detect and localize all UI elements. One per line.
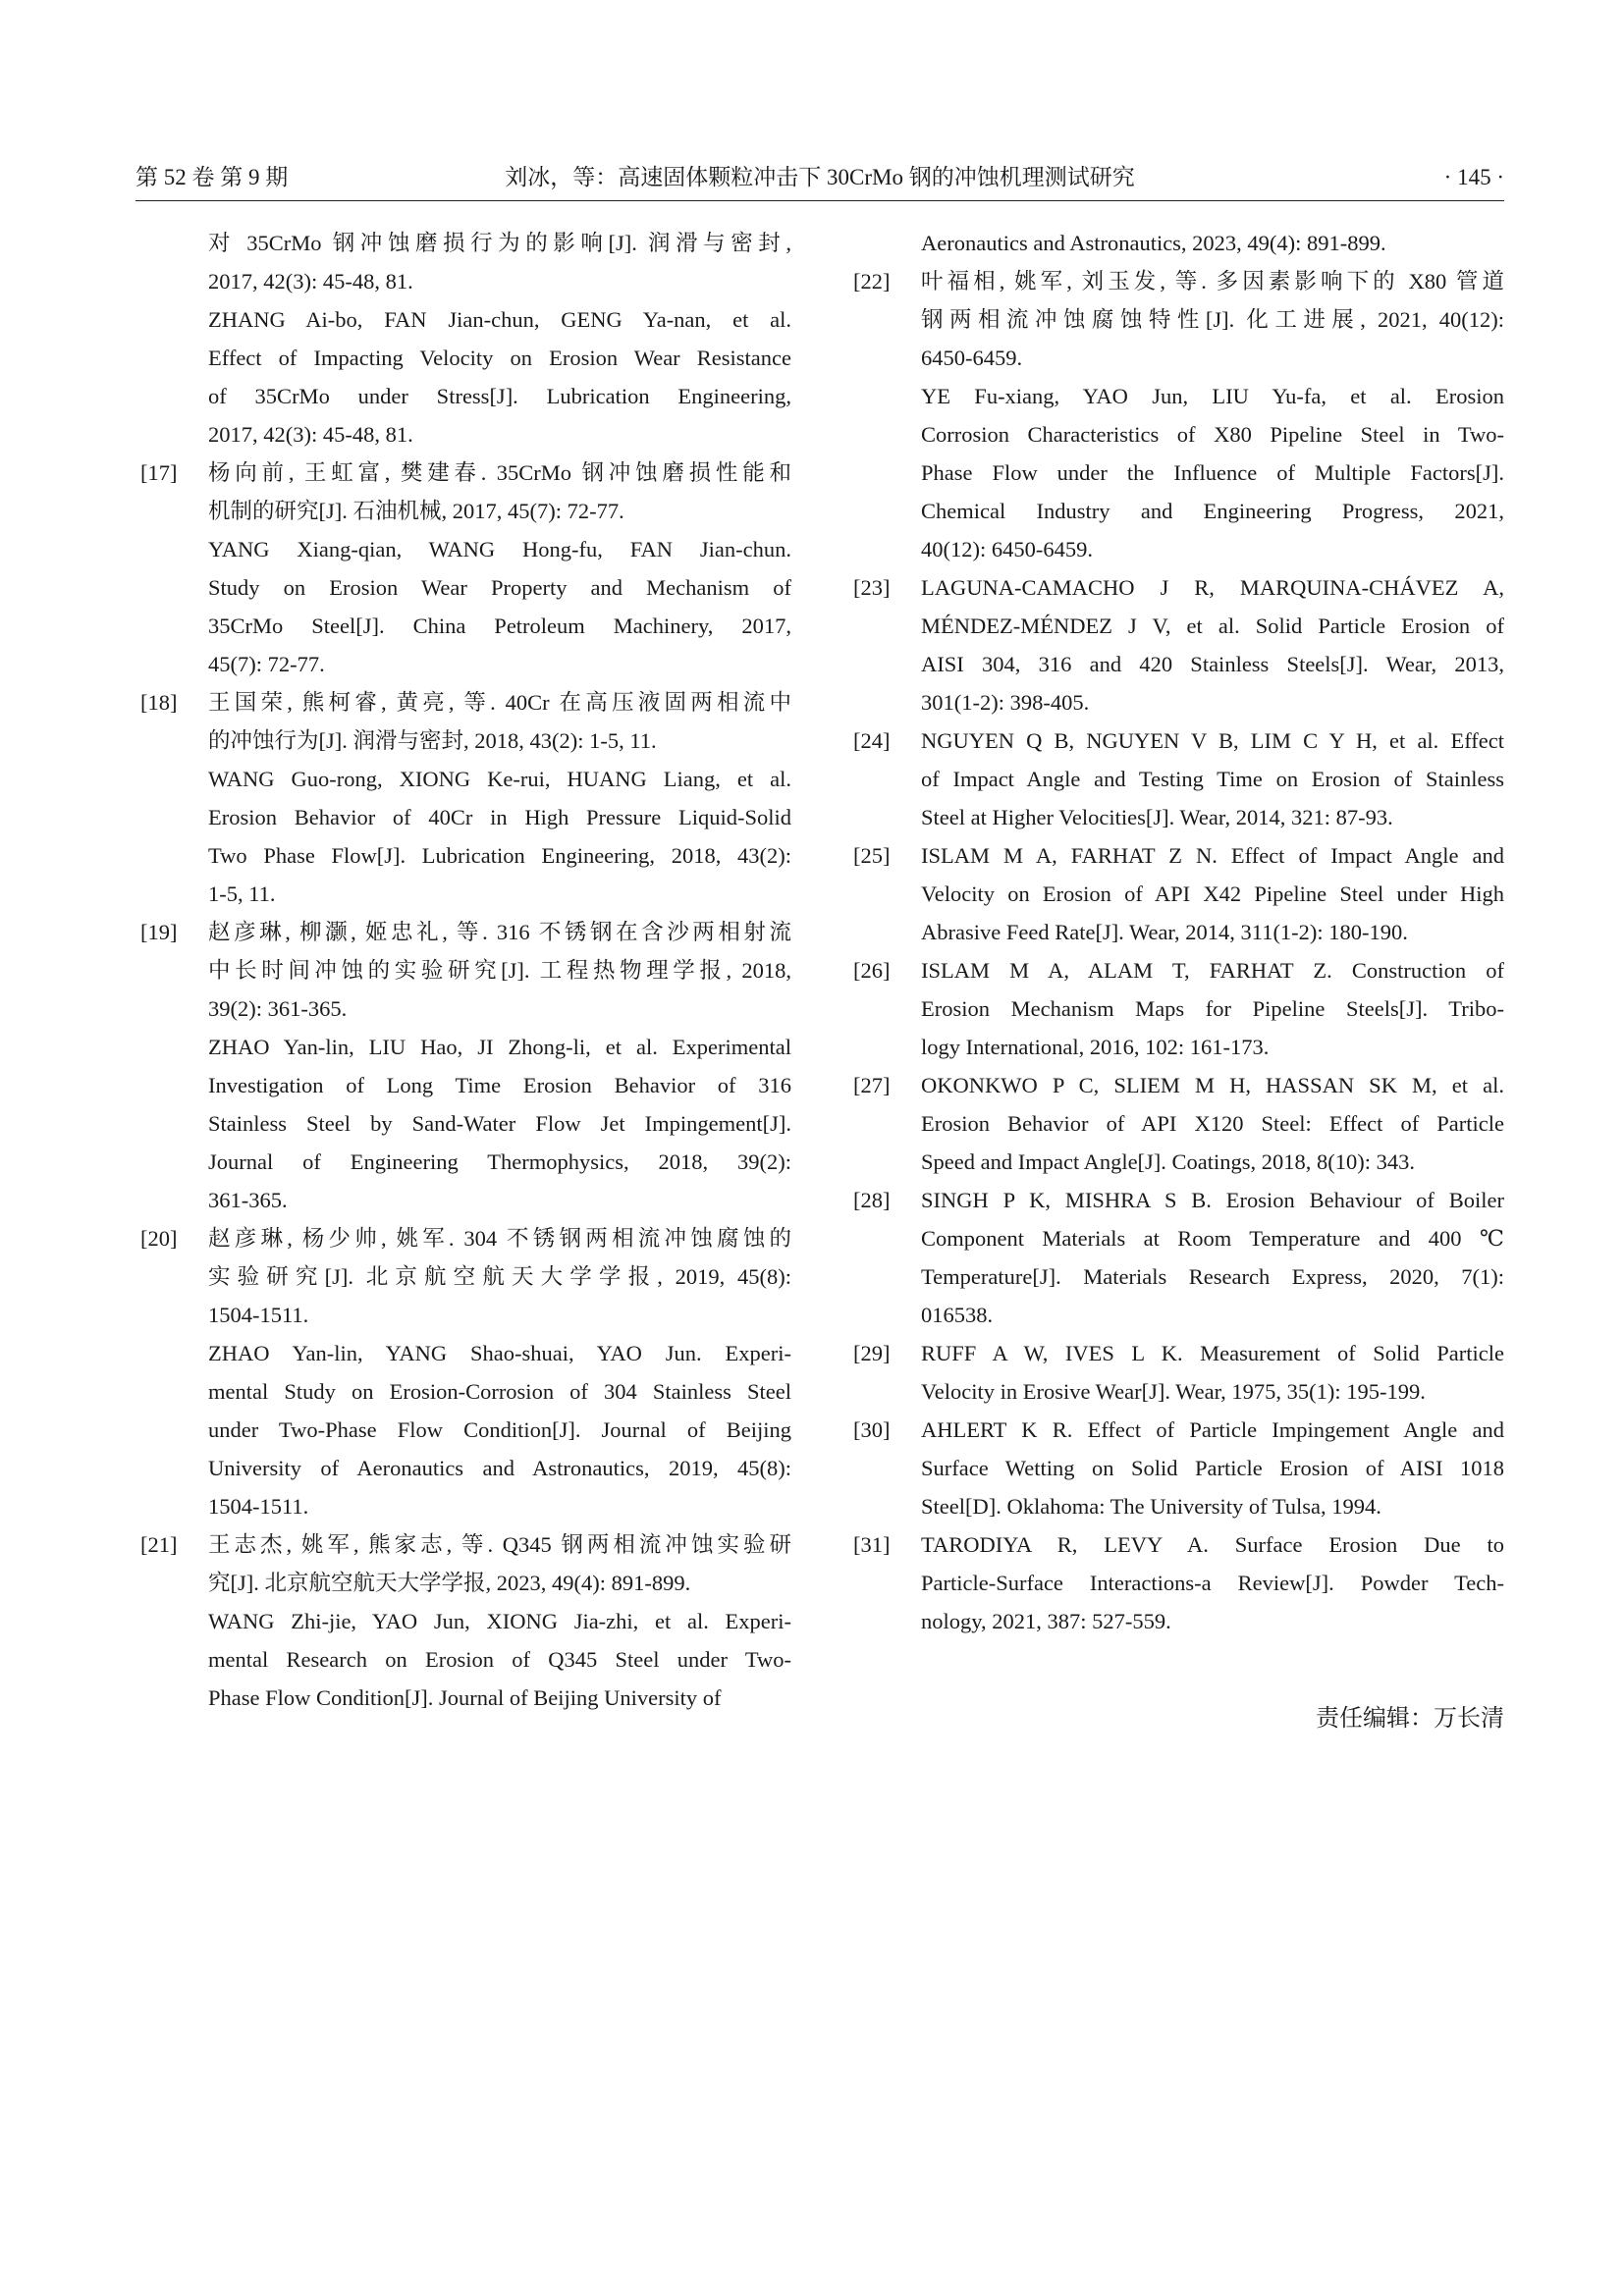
- reference-line: ZHAO Yan-lin, YANG Shao-shuai, YAO Jun. Experi-: [208, 1341, 791, 1365]
- reference-number: [20]: [140, 1226, 178, 1251]
- reference-number: [27]: [853, 1073, 891, 1097]
- reference-entry: [135, 683, 791, 913]
- reference-line: 2017, 42(3): 45-48, 81.: [208, 269, 413, 294]
- reference-entry: [135, 224, 791, 454]
- reference-line: Steel at Higher Velocities[J]. Wear, 2014, 321: 87-93.: [921, 805, 1393, 829]
- reference-line: Two Phase Flow[J]. Lubrication Engineering, 2018, 43(2):: [208, 843, 791, 868]
- reference-number: [23]: [853, 575, 891, 600]
- reference-line: 39(2): 361-365.: [208, 996, 348, 1021]
- reference-line: 40(12): 6450-6459.: [921, 537, 1093, 561]
- reference-line: 王国荣, 熊柯睿, 黄亮, 等. 40Cr 在高压液固两相流中: [208, 690, 791, 715]
- reference-line: NGUYEN Q B, NGUYEN V B, LIM C Y H, et al. Effect: [921, 728, 1504, 753]
- reference-line: 1504-1511.: [208, 1303, 309, 1327]
- reference-line: 对 35CrMo 钢冲蚀磨损行为的影响[J]. 润滑与密封,: [208, 231, 791, 255]
- reference-line: under Two-Phase Flow Condition[J]. Journal of Beijing: [208, 1417, 791, 1442]
- reference-line: RUFF A W, IVES L K. Measurement of Solid Particle: [921, 1341, 1504, 1365]
- reference-line: Phase Flow under the Influence of Multiple Factors[J].: [921, 460, 1504, 485]
- reference-line: Corrosion Characteristics of X80 Pipeline Steel in Two-: [921, 422, 1504, 447]
- reference-line: WANG Zhi-jie, YAO Jun, XIONG Jia-zhi, et al. Experi-: [208, 1609, 791, 1633]
- reference-line: YANG Xiang-qian, WANG Hong-fu, FAN Jian-chun.: [208, 537, 791, 561]
- reference-line: 016538.: [921, 1303, 994, 1327]
- reference-entry: [848, 721, 1504, 836]
- reference-line: Erosion Behavior of API X120 Steel: Effect of Particle: [921, 1111, 1504, 1136]
- reference-line: ZHANG Ai-bo, FAN Jian-chun, GENG Ya-nan, et al.: [208, 307, 791, 332]
- reference-line: 叶福相, 姚军, 刘玉发, 等. 多因素影响下的 X80 管道: [921, 269, 1504, 294]
- reference-line: 301(1-2): 398-405.: [921, 690, 1090, 715]
- reference-line: 的冲蚀行为[J]. 润滑与密封, 2018, 43(2): 1-5, 11.: [208, 728, 657, 753]
- reference-line: 1-5, 11.: [208, 881, 276, 906]
- reference-number: [18]: [140, 690, 178, 715]
- reference-line: Velocity on Erosion of API X42 Pipeline Steel under High: [921, 881, 1504, 906]
- reference-entry: [848, 1066, 1504, 1181]
- reference-line: AHLERT K R. Effect of Particle Impingement Angle and: [921, 1417, 1504, 1442]
- reference-line: 45(7): 72-77.: [208, 652, 325, 676]
- reference-line: 中长时间冲蚀的实验研究[J]. 工程热物理学报, 2018,: [208, 958, 791, 983]
- responsible-editor: 责任编辑：万长清: [1316, 1706, 1504, 1732]
- reference-line: nology, 2021, 387: 527-559.: [921, 1609, 1171, 1633]
- reference-line: 王志杰, 姚军, 熊家志, 等. Q345 钢两相流冲蚀实验研: [208, 1532, 791, 1557]
- reference-entry: [848, 224, 1504, 262]
- reference-entry: [848, 1334, 1504, 1411]
- reference-line: Component Materials at Room Temperature and 400 ℃: [921, 1226, 1504, 1251]
- reference-line: University of Aeronautics and Astronautics, 2019, 45(8):: [208, 1456, 791, 1480]
- article-title: 刘冰，等：高速固体颗粒冲击下 30CrMo 钢的冲蚀机理测试研究: [505, 165, 1135, 189]
- reference-number: [19]: [140, 920, 178, 944]
- reference-line: Chemical Industry and Engineering Progress, 2021,: [921, 499, 1504, 523]
- reference-line: of 35CrMo under Stress[J]. Lubrication Engineering,: [208, 384, 791, 408]
- reference-line: Steel[D]. Oklahoma: The University of Tulsa, 1994.: [921, 1494, 1381, 1519]
- reference-entry: [135, 454, 791, 683]
- reference-entry: [848, 1181, 1504, 1334]
- reference-number: [28]: [853, 1188, 891, 1212]
- reference-line: 2017, 42(3): 45-48, 81.: [208, 422, 413, 447]
- reference-line: Temperature[J]. Materials Research Express, 2020, 7(1):: [921, 1264, 1504, 1289]
- reference-line: MÉNDEZ-MÉNDEZ J V, et al. Solid Particle Erosion of: [921, 614, 1504, 638]
- reference-number: [21]: [140, 1532, 178, 1557]
- reference-number: [24]: [853, 728, 891, 753]
- reference-line: 361-365.: [208, 1188, 288, 1212]
- reference-line: Erosion Mechanism Maps for Pipeline Steels[J]. Tribo-: [921, 996, 1504, 1021]
- reference-line: Journal of Engineering Thermophysics, 2018, 39(2):: [208, 1149, 791, 1174]
- reference-entry: [848, 1411, 1504, 1525]
- reference-line: 6450-6459.: [921, 346, 1023, 370]
- issue-label: 第 52 卷 第 9 期: [135, 165, 289, 189]
- reference-entry: [135, 1219, 791, 1525]
- reference-number: [29]: [853, 1341, 891, 1365]
- reference-line: Surface Wetting on Solid Particle Erosion of AISI 1018: [921, 1456, 1504, 1480]
- reference-entry: [848, 951, 1504, 1066]
- reference-number: [25]: [853, 843, 891, 868]
- reference-line: 究[J]. 北京航空航天大学学报, 2023, 49(4): 891-899.: [208, 1571, 691, 1595]
- reference-line: Velocity in Erosive Wear[J]. Wear, 1975, 35(1): 195-199.: [921, 1379, 1426, 1404]
- reference-number: [30]: [853, 1417, 891, 1442]
- reference-line: Erosion Behavior of 40Cr in High Pressure Liquid-Solid: [208, 805, 791, 829]
- reference-line: 钢两相流冲蚀腐蚀特性[J]. 化工进展, 2021, 40(12):: [921, 307, 1504, 332]
- reference-entry: [848, 836, 1504, 951]
- reference-line: 35CrMo Steel[J]. China Petroleum Machinery, 2017,: [208, 614, 791, 638]
- reference-line: of Impact Angle and Testing Time on Erosion of Stainless: [921, 767, 1504, 791]
- reference-line: Stainless Steel by Sand-Water Flow Jet Impingement[J].: [208, 1111, 791, 1136]
- reference-entry: [135, 913, 791, 1219]
- reference-line: 1504-1511.: [208, 1494, 309, 1519]
- reference-line: ZHAO Yan-lin, LIU Hao, JI Zhong-li, et al. Experimental: [208, 1035, 791, 1059]
- reference-entry: [135, 1525, 791, 1717]
- page-number: · 145 ·: [1443, 165, 1504, 189]
- reference-line: mental Study on Erosion-Corrosion of 304 Stainless Steel: [208, 1379, 791, 1404]
- reference-line: logy International, 2016, 102: 161-173.: [921, 1035, 1270, 1059]
- reference-entry: [848, 568, 1504, 721]
- reference-line: Aeronautics and Astronautics, 2023, 49(4): 891-899.: [921, 231, 1386, 255]
- reference-line: AISI 304, 316 and 420 Stainless Steels[J]. Wear, 2013,: [921, 652, 1504, 676]
- reference-line: 机制的研究[J]. 石油机械, 2017, 45(7): 72-77.: [208, 499, 624, 523]
- reference-line: WANG Guo-rong, XIONG Ke-rui, HUANG Liang, et al.: [208, 767, 791, 791]
- reference-line: 实验研究[J]. 北京航空航天大学学报, 2019, 45(8):: [208, 1264, 791, 1289]
- reference-line: 赵彦琳, 杨少帅, 姚军. 304 不锈钢两相流冲蚀腐蚀的: [208, 1226, 791, 1251]
- reference-entry: [848, 1525, 1504, 1640]
- header-rule: [135, 200, 1504, 201]
- reference-line: 杨向前, 王虹富, 樊建春. 35CrMo 钢冲蚀磨损性能和: [208, 460, 791, 485]
- running-header: [135, 159, 1504, 198]
- reference-line: LAGUNA-CAMACHO J R, MARQUINA-CHÁVEZ A,: [921, 575, 1504, 600]
- right-column: [848, 224, 1504, 1640]
- reference-line: Particle-Surface Interactions-a Review[J]. Powder Tech-: [921, 1571, 1504, 1595]
- reference-number: [22]: [853, 269, 891, 294]
- reference-line: Study on Erosion Wear Property and Mechanism of: [208, 575, 791, 600]
- reference-line: mental Research on Erosion of Q345 Steel under Two-: [208, 1647, 791, 1672]
- reference-line: Phase Flow Condition[J]. Journal of Beijing University of: [208, 1685, 722, 1710]
- reference-line: TARODIYA R, LEVY A. Surface Erosion Due to: [921, 1532, 1504, 1557]
- reference-line: ISLAM M A, FARHAT Z N. Effect of Impact Angle and: [921, 843, 1504, 868]
- reference-number: [31]: [853, 1532, 891, 1557]
- reference-line: OKONKWO P C, SLIEM M H, HASSAN SK M, et al.: [921, 1073, 1504, 1097]
- left-column: [135, 224, 791, 1717]
- reference-line: 赵彦琳, 柳灏, 姬忠礼, 等. 316 不锈钢在含沙两相射流: [208, 920, 791, 944]
- reference-line: Abrasive Feed Rate[J]. Wear, 2014, 311(1-2): 180-190.: [921, 920, 1408, 944]
- reference-number: [26]: [853, 958, 891, 983]
- reference-line: ISLAM M A, ALAM T, FARHAT Z. Construction of: [921, 958, 1504, 983]
- reference-line: YE Fu-xiang, YAO Jun, LIU Yu-fa, et al. Erosion: [921, 384, 1504, 408]
- reference-line: SINGH P K, MISHRA S B. Erosion Behaviour of Boiler: [921, 1188, 1504, 1212]
- reference-line: Effect of Impacting Velocity on Erosion Wear Resistance: [208, 346, 791, 370]
- reference-line: Speed and Impact Angle[J]. Coatings, 2018, 8(10): 343.: [921, 1149, 1416, 1174]
- reference-entry: [848, 262, 1504, 568]
- reference-number: [17]: [140, 460, 178, 485]
- reference-line: Investigation of Long Time Erosion Behavior of 316: [208, 1073, 791, 1097]
